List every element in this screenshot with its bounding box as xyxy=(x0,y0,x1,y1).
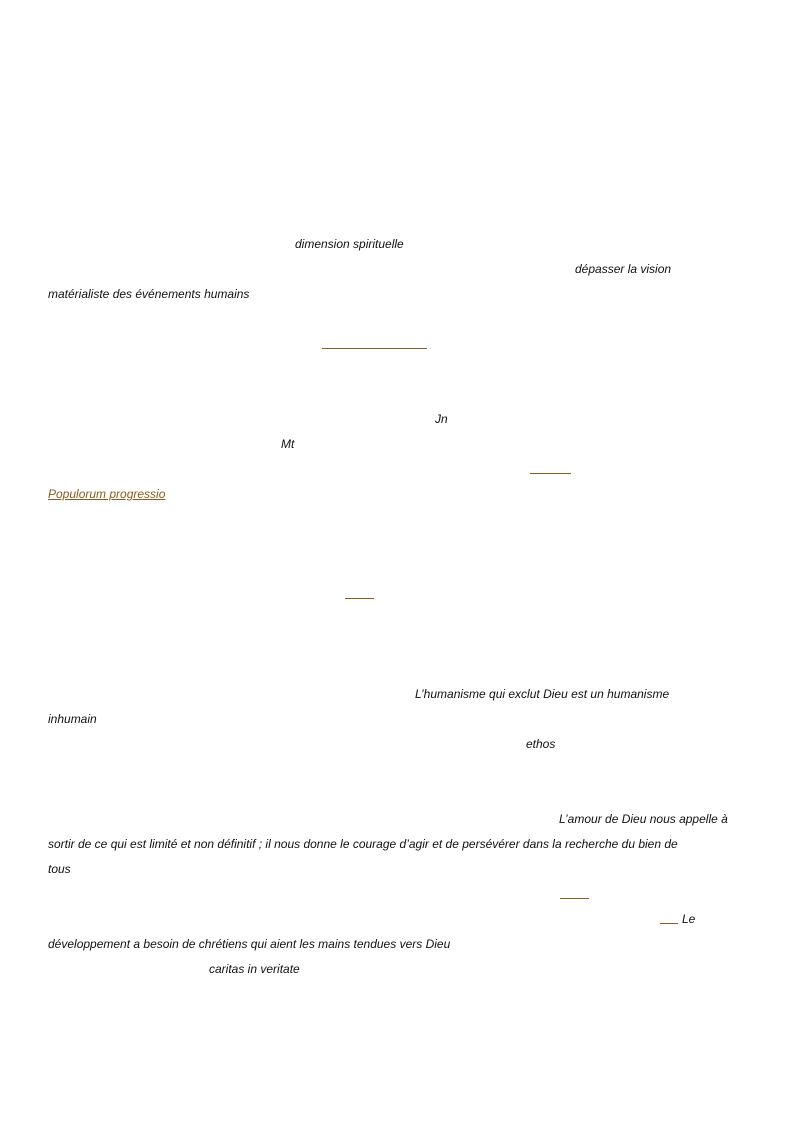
text-jn: Jn xyxy=(435,412,448,426)
text-ethos: ethos xyxy=(526,737,556,751)
text-tous: tous xyxy=(48,862,71,876)
text-humanisme: L’humanisme qui exclut Dieu est un humanisme xyxy=(415,687,670,701)
footnote-link-underline[interactable] xyxy=(530,473,571,474)
text-sortir: sortir de ce qui est limité et non définitif ; il nous donne le courage d’agir et de persévérer dans la recherche du bien de xyxy=(48,837,678,851)
footnote-link-underline[interactable] xyxy=(560,898,589,899)
text-amour-de-dieu: L’amour de Dieu nous appelle à xyxy=(559,812,728,826)
text-depasser-la-vision: dépasser la vision xyxy=(575,262,672,276)
footnote-link-underline[interactable] xyxy=(322,348,427,349)
text-mt: Mt xyxy=(281,437,295,451)
footnote-link-underline[interactable] xyxy=(660,923,678,924)
text-le: Le xyxy=(682,912,696,926)
text-caritas-in-veritate: caritas in veritate xyxy=(209,962,300,976)
text-developpement: développement a besoin de chrétiens qui aient les mains tendues vers Dieu xyxy=(48,937,451,951)
text-inhumain: inhumain xyxy=(48,712,97,726)
footnote-link-underline[interactable] xyxy=(345,598,374,599)
text-materialiste: matérialiste des événements humains xyxy=(48,287,250,301)
text-dimension-spirituelle: dimension spirituelle xyxy=(295,237,404,251)
populorum-progressio-link[interactable]: Populorum progressio xyxy=(48,487,166,501)
